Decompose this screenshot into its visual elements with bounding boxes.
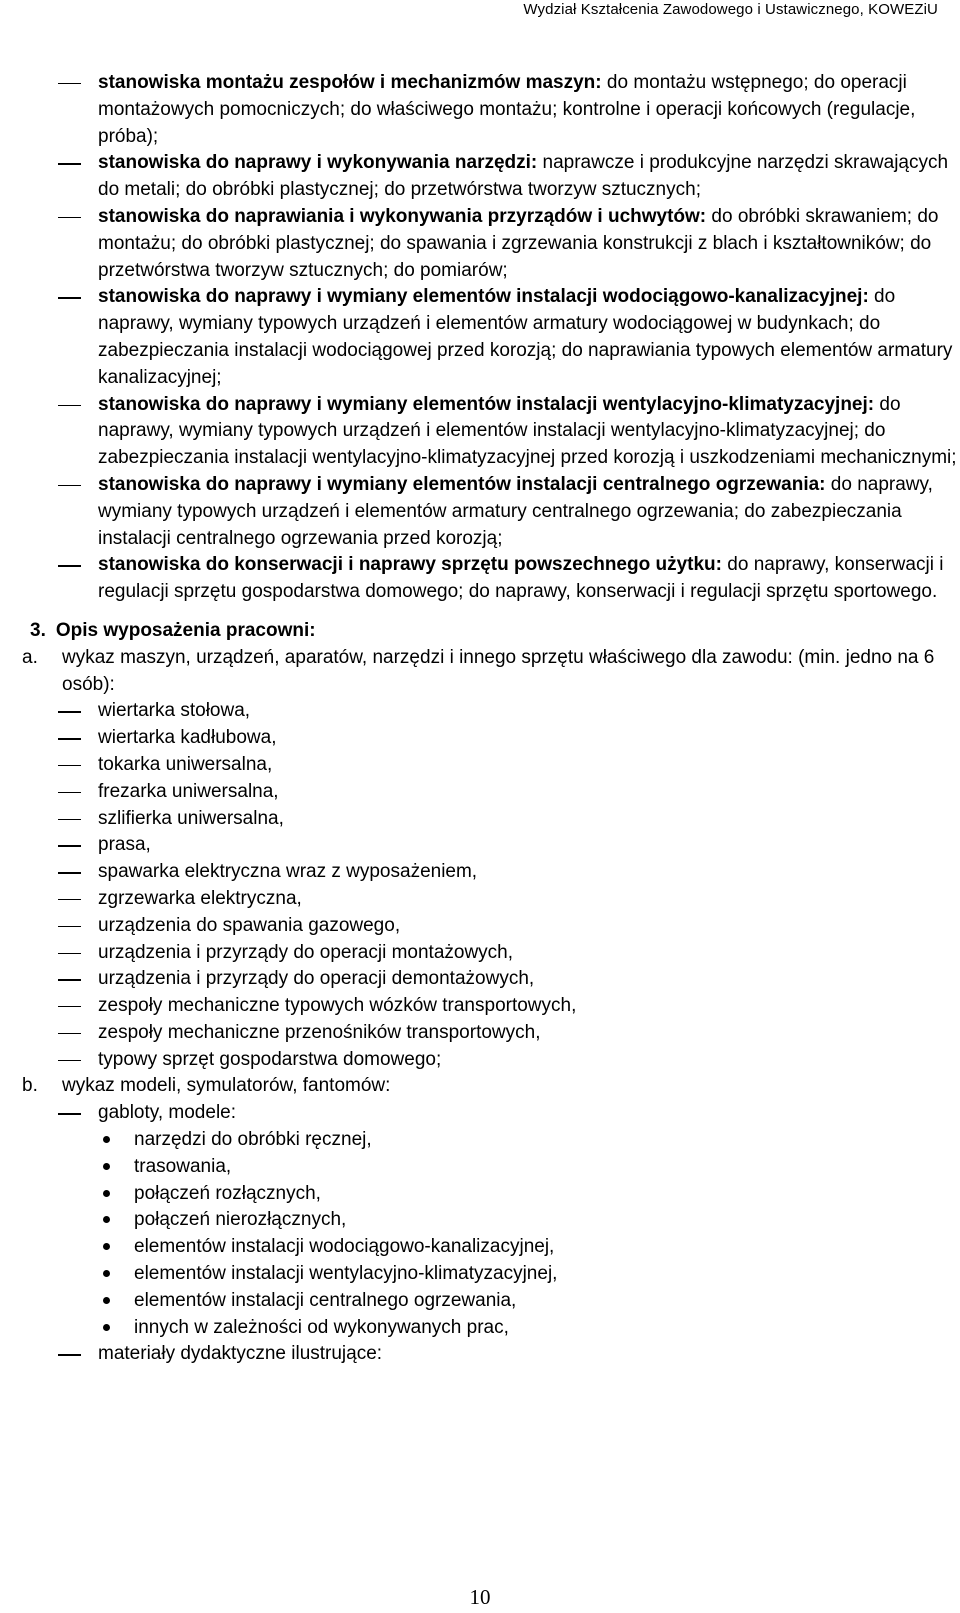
models-list <box>58 1127 958 1341</box>
list-item: frezarka uniwersalna, <box>58 779 958 806</box>
bullet-item: trasowania, <box>58 1154 958 1181</box>
bullet-item: elementów instalacji centralnego ogrzewania, <box>58 1288 958 1315</box>
item-bold-label: stanowiska do naprawy i wymiany elementów instalacji wentylacyjno-klimatyzacyjnej: <box>98 393 875 415</box>
subsection-marker: a. <box>22 646 38 668</box>
item-text: do naprawy, wymiany typowych urządzeń i elementów instalacji wentylacyjno-klimatyzacyjnej; do zabezpieczania instalacji wentylacyjno-klimatyzacyjnej przed korozją i uszkodzeniami mechanicznymi; <box>98 393 957 469</box>
subsection-a <box>22 645 958 699</box>
page-number: 10 <box>469 1585 491 1609</box>
list-item: tokarka uniwersalna, <box>58 752 958 779</box>
subsection-marker: b. <box>22 1075 38 1097</box>
item-bold-label: stanowiska do naprawiania i wykonywania przyrządów i uchwytów: <box>98 205 707 227</box>
list-item <box>58 204 958 284</box>
list-item: zespoły mechaniczne typowych wózków transportowych, <box>58 993 958 1020</box>
subsection-text: wykaz modeli, symulatorów, fantomów: <box>62 1075 391 1097</box>
item-text: do naprawy, konserwacji i regulacji sprzętu gospodarstwa domowego; do naprawy, konserwacji i regulacji sprzętu sportowego. <box>98 554 944 603</box>
bullet-item: innych w zależności od wykonywanych prac, <box>58 1315 958 1342</box>
machines-list <box>58 698 958 1073</box>
list-item-materials: materiały dydaktyczne ilustrujące: <box>58 1341 958 1368</box>
subsection-text: wykaz maszyn, urządzeń, aparatów, narzędzi i innego sprzętu właściwego dla zawodu: (min. jedno na 6 osób): <box>62 646 935 695</box>
bullet-item: elementów instalacji wentylacyjno-klimatyzacyjnej, <box>58 1261 958 1288</box>
bullet-item: elementów instalacji wodociągowo-kanalizacyjnej, <box>58 1234 958 1261</box>
document-body <box>22 70 958 1368</box>
bullet-item: połączeń nierozłącznych, <box>58 1207 958 1234</box>
list-item: zespoły mechaniczne przenośników transportowych, <box>58 1020 958 1047</box>
section-title: Opis wyposażenia pracowni: <box>55 619 316 641</box>
bullet-item: połączeń rozłącznych, <box>58 1181 958 1208</box>
subsection-b <box>22 1073 958 1100</box>
list-item: zgrzewarka elektryczna, <box>58 886 958 913</box>
list-item: urządzenia i przyrządy do operacji demontażowych, <box>58 966 958 993</box>
list-item: urządzenia i przyrządy do operacji montażowych, <box>58 940 958 967</box>
list-item <box>58 392 958 472</box>
item-text: do obróbki skrawaniem; do montażu; do obróbki plastycznej; do spawania i zgrzewania konstrukcji z blach i kształtowników; do przetwórstwa tworzyw sztucznych; do pomiarów; <box>98 205 939 281</box>
list-item <box>58 552 958 606</box>
list-item-models-heading: gabloty, modele: <box>58 1100 958 1127</box>
list-item <box>58 150 958 204</box>
list-item: spawarka elektryczna wraz z wyposażeniem, <box>58 859 958 886</box>
item-bold-label: stanowiska do naprawy i wymiany elementów instalacji wodociągowo-kanalizacyjnej: <box>98 286 869 308</box>
list-item: wiertarka stołowa, <box>58 698 958 725</box>
item-bold-label: stanowiska do naprawy i wymiany elementów instalacji centralnego ogrzewania: <box>98 473 826 495</box>
bullet-item: narzędzi do obróbki ręcznej, <box>58 1127 958 1154</box>
list-item <box>58 284 958 391</box>
list-item: prasa, <box>58 832 958 859</box>
list-item: szlifierka uniwersalna, <box>58 806 958 833</box>
item-bold-label: stanowiska do naprawy i wykonywania narzędzi: <box>98 152 538 174</box>
item-bold-label: stanowiska do konserwacji i naprawy sprzętu powszechnego użytku: <box>98 554 722 576</box>
list-item: wiertarka kadłubowa, <box>58 725 958 752</box>
stations-list <box>58 70 958 606</box>
item-text: do naprawy, wymiany typowych urządzeń i elementów armatury centralnego ogrzewania; do zabezpieczania instalacji centralnego ogrzewania przed korozją; <box>98 473 933 549</box>
list-item: typowy sprzęt gospodarstwa domowego; <box>58 1047 958 1074</box>
section-heading <box>30 618 930 645</box>
section-number: 3. <box>30 619 46 641</box>
item-text: naprawcze i produkcyjne narzędzi skrawających do metali; do obróbki plastycznej; do przetwórstwa tworzyw sztucznych; <box>98 152 949 201</box>
page-header: Wydział Kształcenia Zawodowego i Ustawicznego, KOWEZiU <box>523 1 938 18</box>
list-item: urządzenia do spawania gazowego, <box>58 913 958 940</box>
item-text: do montażu wstępnego; do operacji montażowych pomocniczych; do właściwego montażu; kontrolne i operacji końcowych (regulacje, próba); <box>98 72 916 147</box>
list-item <box>58 70 958 150</box>
item-text: do naprawy, wymiany typowych urządzeń i elementów armatury wodociągowej w budynkach; do zabezpieczania instalacji wodociągowej przed korozją; do naprawiania typowych elementów armatury kanalizacyjnej; <box>98 286 953 388</box>
item-bold-label: stanowiska montażu zespołów i mechanizmów maszyn: <box>98 72 602 93</box>
list-item <box>58 472 958 552</box>
